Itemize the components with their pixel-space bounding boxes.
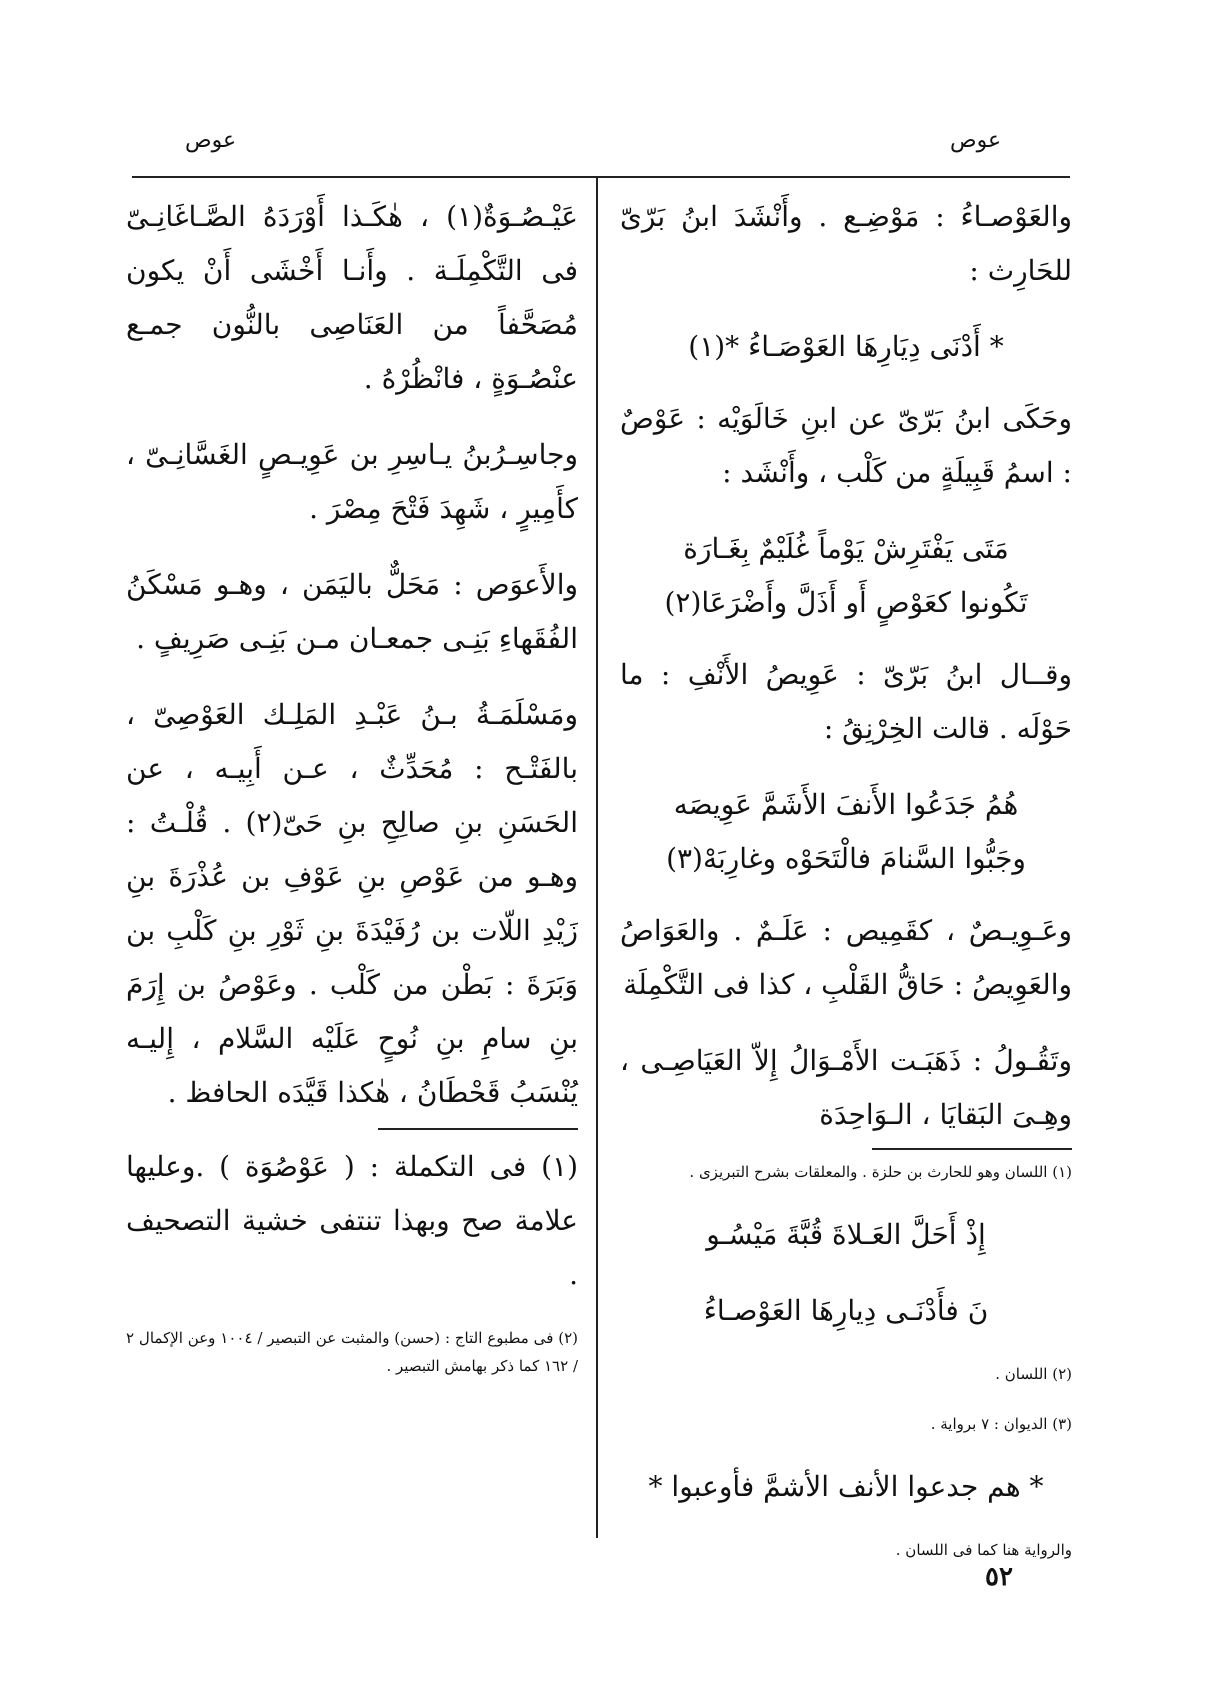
running-header-left: عوص xyxy=(185,128,237,153)
footnote-verse: نَ فأَدْنَـى دِيارِهَا العَوْصـاءُ xyxy=(703,1294,989,1327)
paragraph: وعَـوِيـصٌ ، كقَمِيص : عَلَـمٌ . والعَوَاصُ والعَوِيصُ : حَاقُّ القَلْبِ ، كذا فى التَّكْمِلَة xyxy=(620,914,1072,1001)
paragraph: ومَسْلَمَـةُ بـنُ عَبْـدِ المَلِـك العَوْصِىّ ، بالفَتْـح : مُحَدِّثٌ ، عـن أَبِيـه ، عن الحَسَنِ بنِ صالِحِ بنِ حَىّ(٢) . قُلْـتُ : وهـو من عَوْصِ بنِ عَوْفِ بن عُذْرَةَ بنِ زَيْدِ اللّات بن رُفَيْدَةَ بنِ ثَوْرِ بنِ كَلْبِ بن وَبَرَةَ : بَطْن من كَلْب . وعَوْصُ بن إِرَمَ بنِ سامِ بنِ نُوحٍ عَلَيْه السَّلام ، إِليـه يُنْسَبُ قَحْطَانُ ، هٰكذا قَيَّدَه الحافظ . xyxy=(126,698,578,1109)
footnote-rule xyxy=(378,1128,578,1130)
footnote: (٣) الديوان : ٧ برواية . xyxy=(930,1415,1072,1433)
right-column xyxy=(620,190,1072,1586)
footnote-rule xyxy=(872,1148,1072,1150)
paragraph: وجاسِـرُبنُ يـاسِرِ بن عَوِيـصٍ الغَسَّانِـىّ ، كأَمِيرٍ ، شَهِدَ فَتْحَ مِصْرَ . xyxy=(126,438,578,525)
paragraph: والعَوْصـاءُ : مَوْضِـع . وأَنْشَدَ ابنُ بَرّىّ للحَارِث : xyxy=(620,200,1072,287)
paragraph: والأَعوَص : مَحَلٌّ باليَمَن ، وهـو مَسْكَنُ الفُقَهاءِ بَنِـى جمعـان مـن بَنِـى صَرِيفٍ . xyxy=(126,568,578,655)
footnote: (١) فى التكملة : ( عَوْصُوَة ) .وعليها علامة صح وبهذا تنتفى خشية التصحيف . xyxy=(126,1150,578,1291)
footnote: والرواية هنا كما فى اللسان . xyxy=(895,1541,1072,1559)
paragraph: عَيْـصُـوَةٌ(١) ، هٰكَـذا أَوْرَدَهُ الصَّـاغَانِـىّ فى التَّكْمِلَـة . وأَنـا أَخْشَى أَنْ يكون مُصَحَّفاً من العَنَاصِى بالنُّون جمـع عنْصُـوَةٍ ، فانْظُرْهُ . xyxy=(126,200,578,395)
paragraph: وتَقُـولُ : ذَهَبَـت الأَمْـوَالُ إِلاّ العَيَاصِـى ، وهِـىَ البَقايَا ، الـوَاحِدَة xyxy=(620,1044,1072,1131)
paragraph: وحَكَى ابنُ بَرّىّ عن ابنِ خَالَوَيْه : عَوْصٌ : اسمُ قَبِيلَةٍ من كَلْب ، وأَنْشَد : xyxy=(620,402,1072,489)
running-header-right: عوص xyxy=(950,128,1002,153)
footnote-verse: * هم جدعوا الأنف الأشمَّ فأوعبوا * xyxy=(648,1470,1044,1503)
column-divider xyxy=(596,178,598,1538)
verse-line: تَكُونوا كعَوْصٍ أَو أَذَلَّ وأَضْرَعَا(٢) xyxy=(664,586,1028,619)
footnote: (١) اللسان وهو للحارث بن حلزة . والمعلقات بشرح التبريزى . xyxy=(689,1163,1072,1181)
verse-line: هُمُ جَدَعُوا الأَنفَ الأَشَمَّ عَوِيصَه xyxy=(673,788,1019,821)
footnote-verse: إِذْ أَحَلَّ العَـلاةَ قُبَّةَ مَيْسُـو xyxy=(706,1218,986,1251)
verse-line: وجَبُّوا السَّنامَ فالْتَحَوْه وغارِبَهْ(٣) xyxy=(666,842,1026,875)
verse-line: مَتَى يَفْتَرِشْ يَوْماً غُلَيْمٌ بِغَـارَة xyxy=(683,532,1009,565)
paragraph: وقــال ابنُ بَرّىّ : عَوِيصُ الأَنْفِ : ما حَوْلَه . قالت الخِرْنِقُ : xyxy=(620,658,1072,745)
verse-line: * أَدْنَى دِيَارِهَا العَوْصَـاءُ *(١) xyxy=(688,330,1004,363)
footnote: (٢) اللسان . xyxy=(995,1365,1072,1383)
page-number: ٥٢ xyxy=(985,1562,1013,1592)
header-rule xyxy=(132,176,1070,178)
left-column xyxy=(126,190,578,1402)
footnote: (٢) فى مطبوع التاج : (حسن) والمثبت عن التبصير / ١٠٠٤ وعن الإكمال ٢ / ١٦٢ كما ذكر بهامش التبصير . xyxy=(126,1329,578,1375)
